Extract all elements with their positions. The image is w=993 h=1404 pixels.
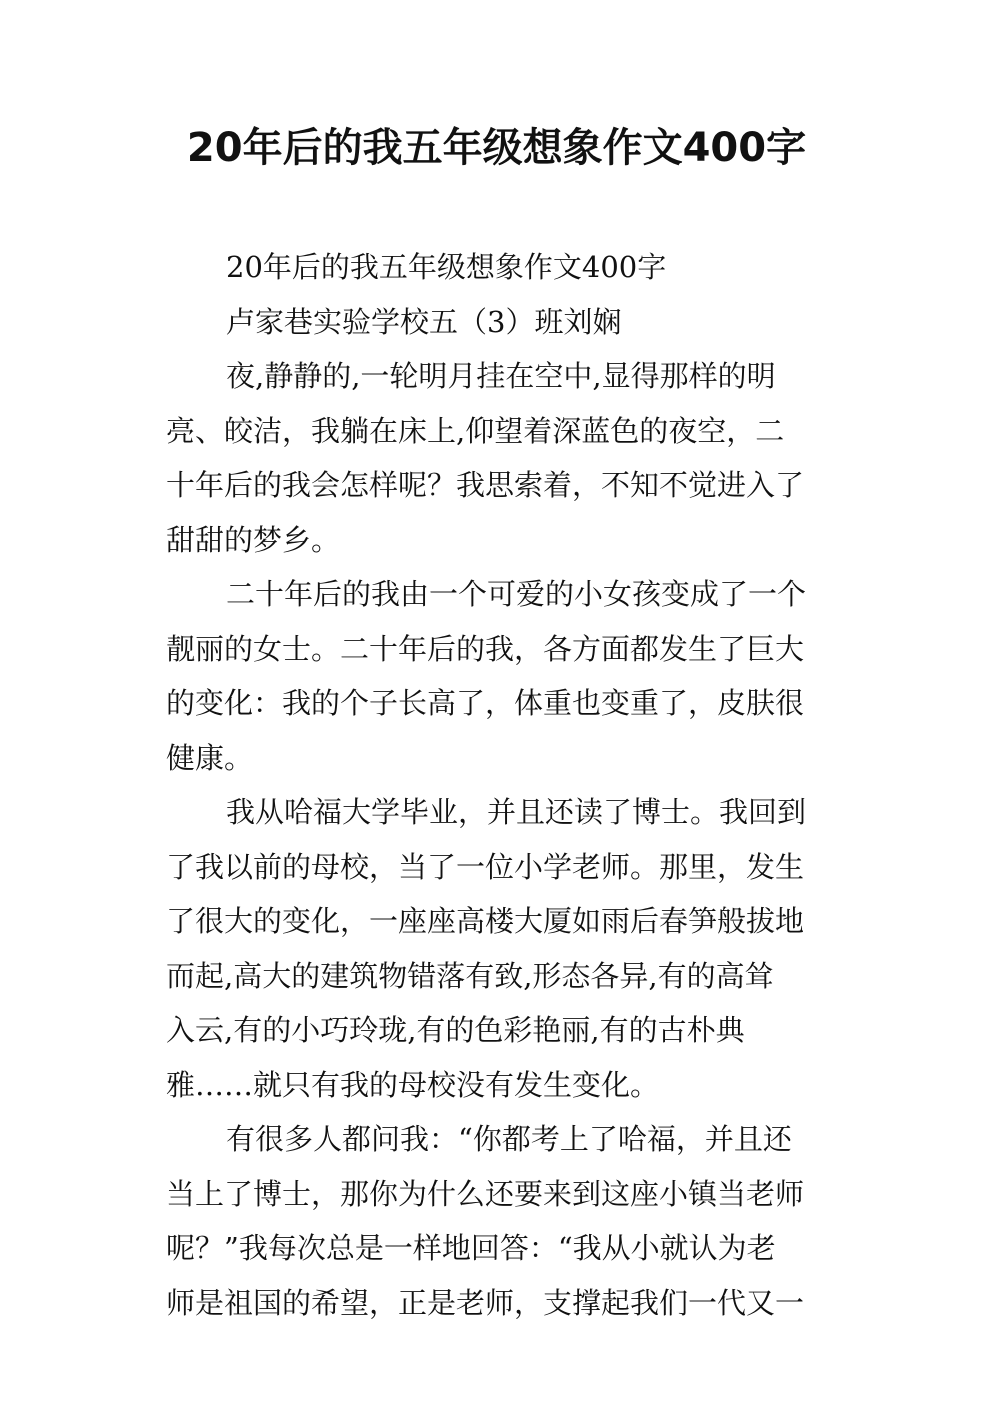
body-line: 的变化：我的个子长高了，体重也变重了，皮肤很 bbox=[166, 686, 805, 720]
body-line: 而起,高大的建筑物错落有致,形态各异,有的高耸 bbox=[166, 958, 774, 993]
body-line: 师是祖国的希望，正是老师，支撑起我们一代又一 bbox=[166, 1285, 805, 1320]
body-line: 靓丽的女士。二十年后的我，各方面都发生了巨大 bbox=[166, 631, 805, 666]
body-line: 有很多人都问我：“你都考上了哈福，并且还 bbox=[226, 1122, 792, 1156]
document-title: 20年后的我五年级想象作文400字 bbox=[186, 125, 807, 171]
body-line: 卢家巷实验学校五（3）班刘娴 bbox=[226, 304, 622, 339]
body-line: 二十年后的我由一个可爱的小女孩变成了一个 bbox=[226, 577, 807, 611]
body-line: 了很大的变化，一座座高楼大厦如雨后春笋般拔地 bbox=[166, 904, 805, 938]
body-line: 20年后的我五年级想象作文400字 bbox=[226, 250, 667, 284]
body-line: 健康。 bbox=[166, 740, 254, 775]
body-line: 我从哈福大学毕业，并且还读了博士。我回到 bbox=[226, 795, 807, 829]
body-line: 入云,有的小巧玲珑,有的色彩艳丽,有的古朴典 bbox=[166, 1013, 745, 1047]
body-line: 亮、皎洁，我躺在床上,仰望着深蓝色的夜空，二 bbox=[166, 413, 785, 448]
body-line: 甜甜的梦乡。 bbox=[166, 522, 341, 557]
body-line: 当上了博士，那你为什么还要来到这座小镇当老师 bbox=[166, 1176, 805, 1211]
body-line: 十年后的我会怎样呢？我思索着，不知不觉进入了 bbox=[166, 468, 805, 502]
body-line: 夜,静静的,一轮明月挂在空中,显得那样的明 bbox=[226, 359, 776, 393]
document-body bbox=[166, 240, 828, 1330]
body-line: 了我以前的母校，当了一位小学老师。那里，发生 bbox=[166, 849, 805, 884]
body-line: 呢？”我每次总是一样地回答：“我从小就认为老 bbox=[166, 1231, 776, 1265]
body-line: 雅……就只有我的母校没有发生变化。 bbox=[166, 1067, 660, 1102]
